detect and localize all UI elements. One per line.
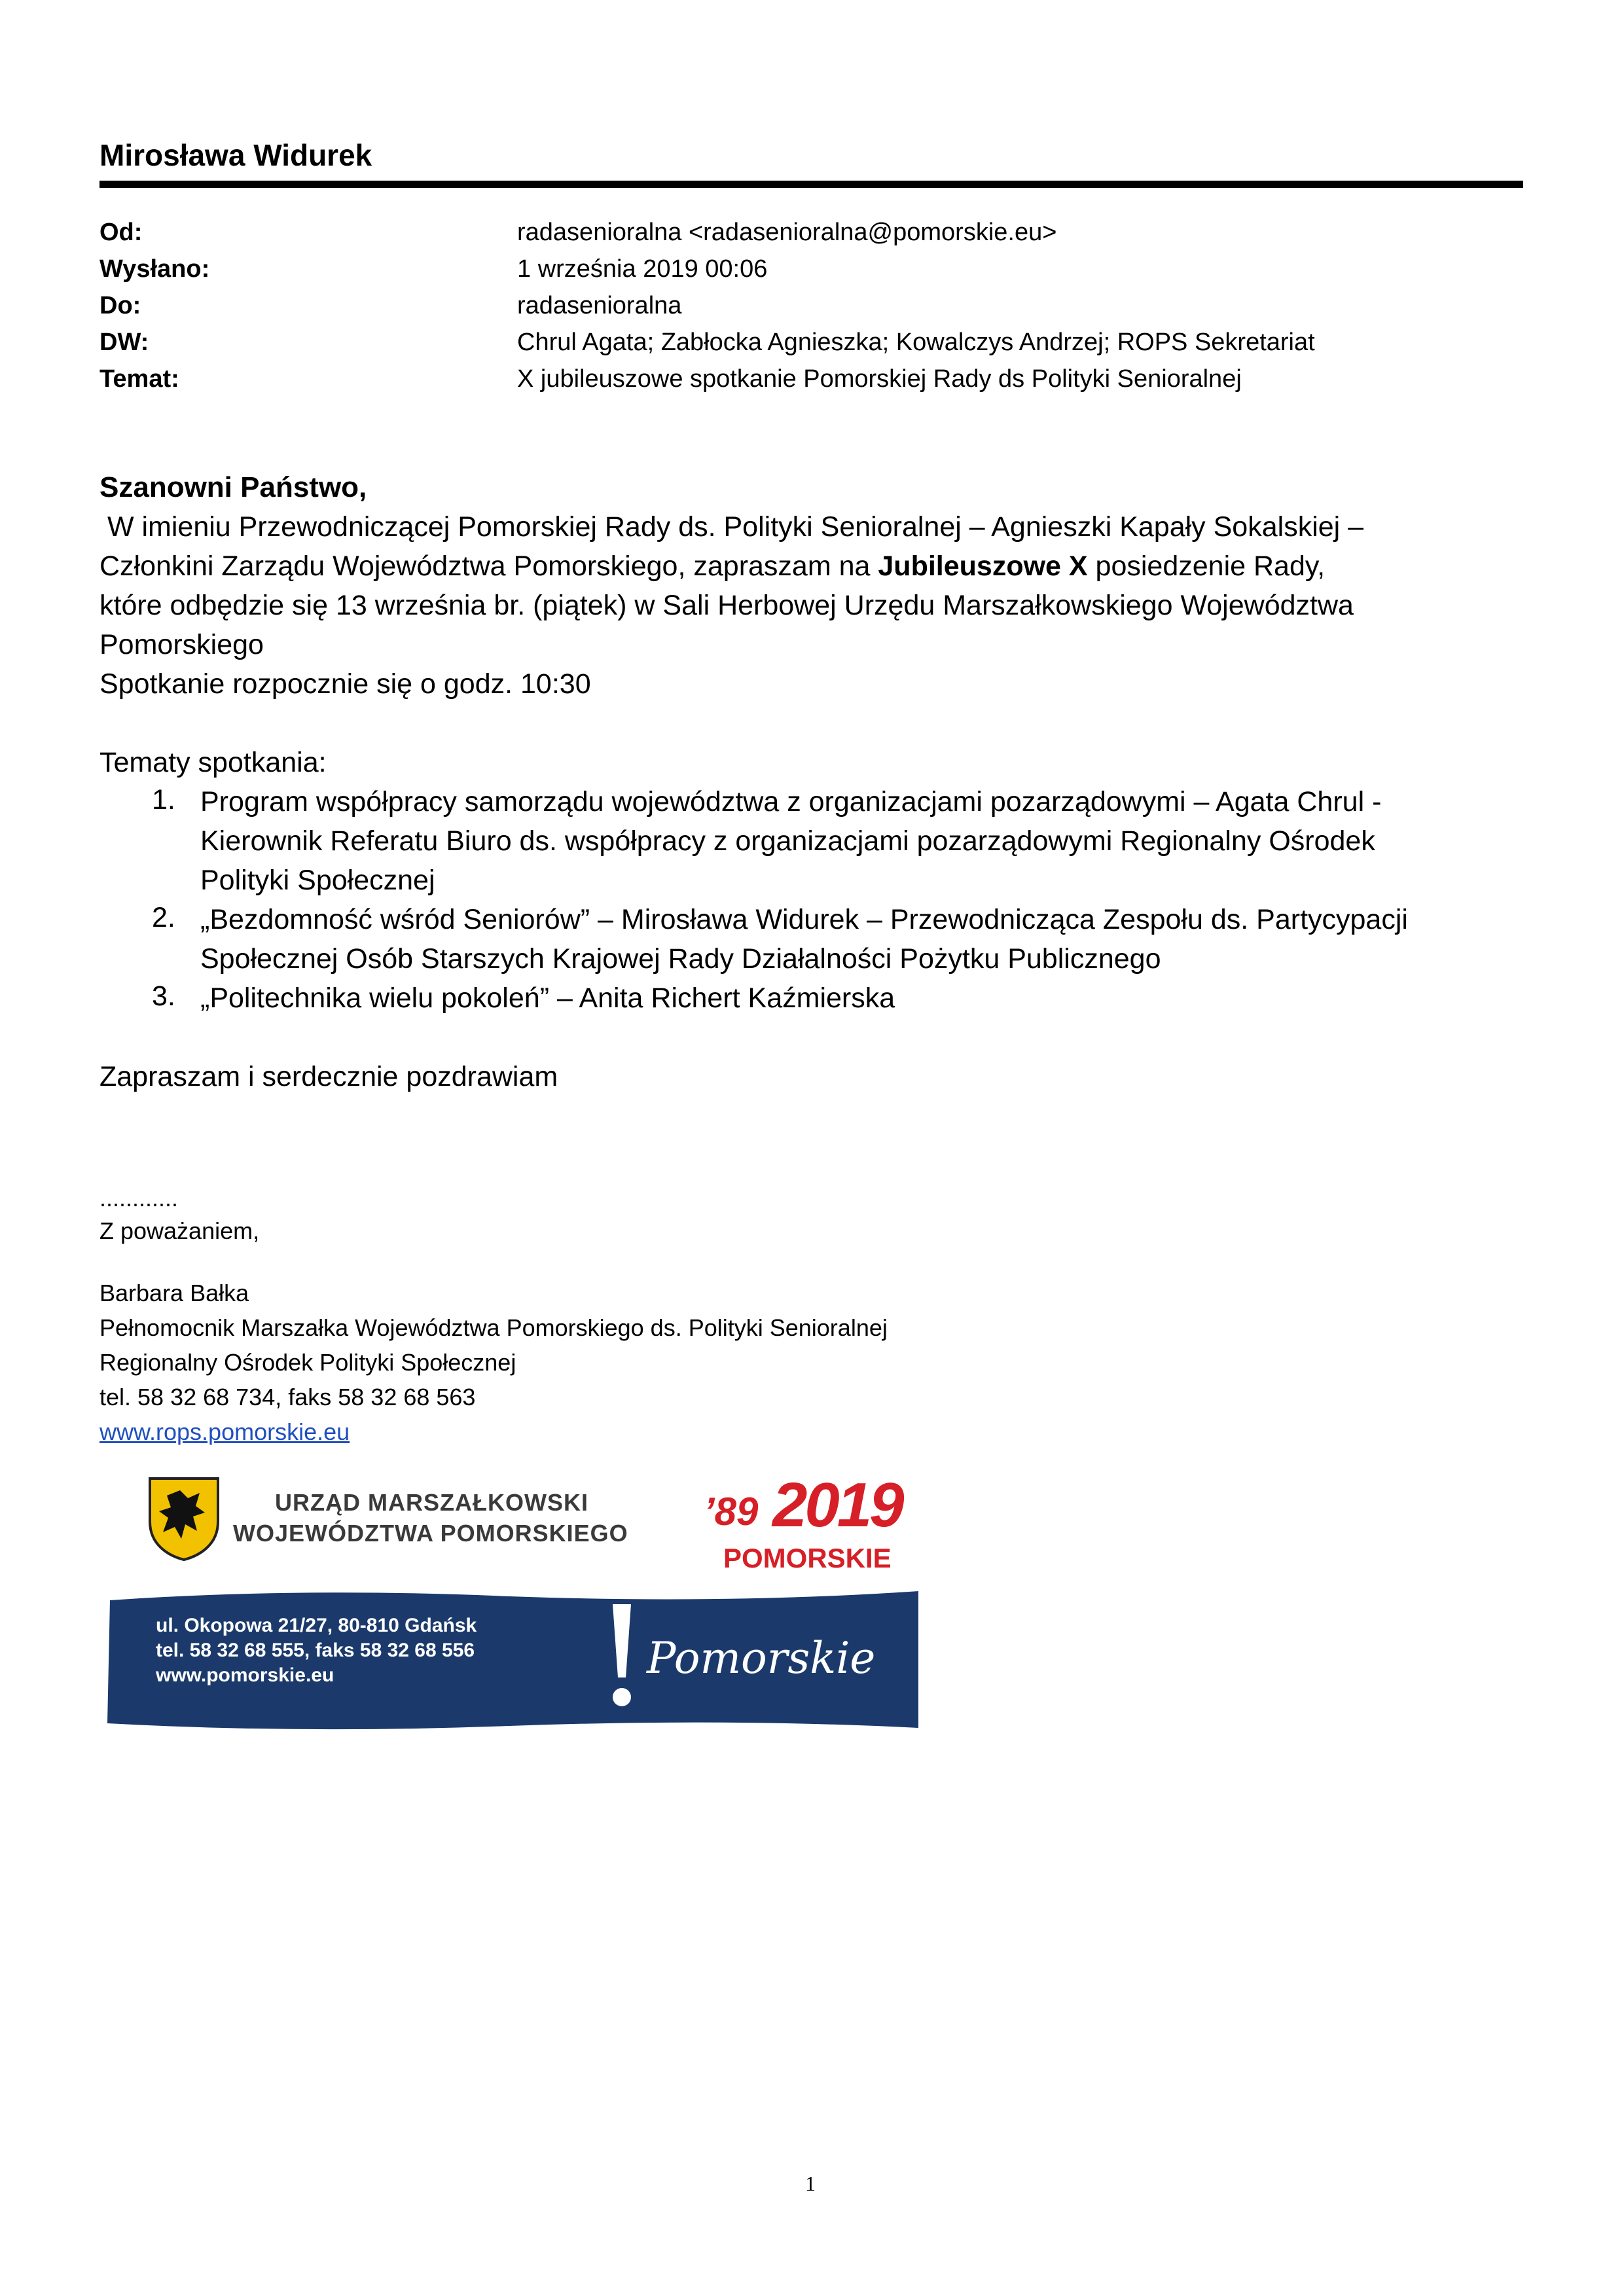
paragraph-line-1: W imieniu Przewodniczącej Pomorskiej Rady ds. Polityki Senioralnej – Agnieszki Kapały Sokalskiej – [99, 511, 1364, 543]
subject-label: Temat: [99, 365, 179, 393]
signature-website-link[interactable]: www.rops.pomorskie.eu [99, 1418, 350, 1445]
topic-1-line-3: Polityki Społecznej [200, 865, 435, 896]
banner-address: ul. Okopowa 21/27, 80-810 Gdańsk [156, 1615, 477, 1636]
meeting-time: Spotkanie rozpocznie się o godz. 10:30 [99, 668, 591, 700]
paragraph-line-3: które odbędzie się 13 września br. (piątek) w Sali Herbowej Urzędu Marszałkowskiego Województwa [99, 590, 1354, 621]
signature-role: Pełnomocnik Marszałka Województwa Pomorskiego ds. Polityki Senioralnej [99, 1314, 888, 1341]
anniversary-year-right: 2019 [772, 1470, 902, 1540]
topic-3-line-1: „Politechnika wielu pokoleń” – Anita Richert Kaźmierska [200, 982, 895, 1014]
signature-name: Barbara Bałka [99, 1280, 249, 1306]
paragraph-line-2 [99, 547, 1325, 586]
sent-value: 1 września 2019 00:06 [517, 255, 768, 283]
paragraph-line-2-b: posiedzenie Rady, [1087, 550, 1326, 582]
closing-line: Zapraszam i serdecznie pozdrawiam [99, 1061, 558, 1092]
banner-website: www.pomorskie.eu [156, 1664, 334, 1686]
paragraph-line-2-a: Członkini Zarządu Województwa Pomorskiego, zapraszam na [99, 550, 878, 582]
to-value: radasenioralna [517, 292, 682, 319]
paragraph-line-4: Pomorskiego [99, 629, 264, 660]
anniversary-subtitle: POMORSKIE [723, 1543, 892, 1573]
signature-org: Regionalny Ośrodek Polityki Społecznej [99, 1349, 516, 1376]
cc-value: Chrul Agata; Zabłocka Agnieszka; Kowalczys Andrzej; ROPS Sekretariat [517, 329, 1315, 356]
banner-address-block [156, 1613, 477, 1688]
signature-regards: Z poważaniem, [99, 1217, 260, 1244]
office-name-line-2: WOJEWÓDZTWA POMORSKIEGO [233, 1520, 628, 1547]
anniversary-logo [704, 1463, 900, 1574]
sent-label: Wysłano: [99, 255, 210, 283]
to-label: Do: [99, 292, 141, 319]
topic-1-line-1: Program współpracy samorządu województwa z organizacjami pozarządowymi – Agata Chrul - [200, 786, 1382, 817]
from-label: Od: [99, 219, 143, 246]
topic-number-1: 1. [152, 784, 175, 816]
exclamation-icon [601, 1600, 640, 1712]
signature-dots: ............ [99, 1185, 179, 1211]
contact-banner [103, 1587, 922, 1734]
subject-value: X jubileuszowe spotkanie Pomorskiej Rady ds Polityki Senioralnej [517, 365, 1242, 393]
page-number: 1 [805, 2172, 816, 2195]
topic-2-line-2: Społecznej Osób Starszych Krajowej Rady Działalności Pożytku Publicznego [200, 943, 1161, 975]
topic-number-3: 3. [152, 980, 175, 1012]
topics-heading: Tematy spotkania: [99, 747, 327, 778]
cc-label: DW: [99, 329, 149, 356]
from-value: radasenioralna <radasenioralna@pomorskie.eu> [517, 219, 1057, 246]
anniversary-year-left: ’89 [704, 1490, 759, 1534]
topic-1-line-2: Kierownik Referatu Biuro ds. współpracy z organizacjami pozarządowymi Regionalny Ośrodek [200, 825, 1375, 857]
banner-phone: tel. 58 32 68 555, faks 58 32 68 556 [156, 1640, 475, 1661]
coat-of-arms-logo [147, 1476, 221, 1561]
banner-brand-name: Pomorskie [647, 1633, 876, 1683]
office-name-line-1: URZĄD MARSZAŁKOWSKI [275, 1489, 588, 1516]
topic-2-line-1: „Bezdomność wśród Seniorów” – Mirosława Widurek – Przewodnicząca Zespołu ds. Partycypacji [200, 904, 1408, 935]
signature-phone: tel. 58 32 68 734, faks 58 32 68 563 [99, 1384, 476, 1410]
header-divider [99, 181, 1523, 188]
greeting: Szanowni Państwo, [99, 471, 367, 503]
sender-name-title: Mirosława Widurek [99, 138, 372, 172]
jubilee-emphasis: Jubileuszowe X [878, 550, 1088, 582]
topic-number-2: 2. [152, 902, 175, 933]
